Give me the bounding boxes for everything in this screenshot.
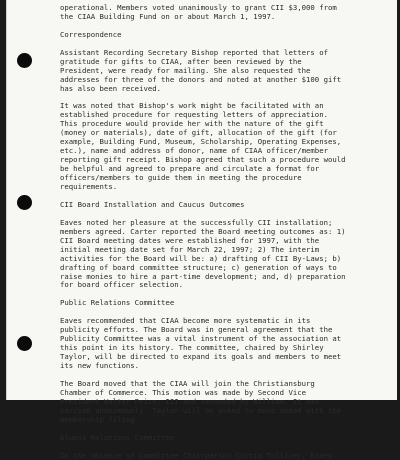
text-line: drafting of board committee structure; c) generation of ways to <box>60 264 390 273</box>
text-line: CII Board Installation and Caucus Outcomes <box>60 201 390 210</box>
paragraph <box>60 102 390 192</box>
section-heading <box>60 434 390 443</box>
text-line: activities for the Board will be: a) drafting of CII By-Laws; b) <box>60 255 390 264</box>
text-line: raise monies to hire a part-time development; and, d) preparation <box>60 273 390 282</box>
paragraph <box>60 380 390 425</box>
text-line: initial meeting date set for March 22, 1997; 2) The interim <box>60 246 390 255</box>
text-line: Eaves noted her pleasure at the successfully CII installation; <box>60 219 390 228</box>
text-line: has also been received. <box>60 85 390 94</box>
text-line: Chamber of Commerce. This motion was made by Second Vice <box>60 389 390 398</box>
paragraph <box>60 219 390 291</box>
text-line: Eaves recommended that CIAA become more systematic in its <box>60 317 390 326</box>
text-line: members agreed. Carter reported the Board meeting outcomes as: 1) <box>60 228 390 237</box>
paragraph <box>60 49 390 94</box>
text-line: It was noted that Bishop's work might be facilitated with an <box>60 102 390 111</box>
text-line: This procedure would provide her with the nature of the gift <box>60 120 390 129</box>
binder-hole <box>17 53 32 68</box>
paragraph <box>60 452 390 460</box>
text-line: etc.), name and address of donor, name of CIAA officer/member <box>60 147 390 156</box>
paragraph <box>60 4 390 22</box>
text-line: requirements. <box>60 183 390 192</box>
binder-hole <box>17 336 32 351</box>
text-line: established procedure for requesting letters of appreciation. <box>60 111 390 120</box>
text-line: the CIAA Building Fund on or about March 1, 1997. <box>60 13 390 22</box>
text-line: its new functions. <box>60 362 390 371</box>
text-line: operational. Members voted unanimously to grant CII $3,000 from <box>60 4 390 13</box>
text-line: this point in its history. The committee, chaired by Shirley <box>60 344 390 353</box>
text-line: example, Building Fund, Museum, Scholarship, Operating Expenses, <box>60 138 390 147</box>
text-line: Correspondence <box>60 31 390 40</box>
text-line: CII Board meeting dates were established for 1997, with the <box>60 237 390 246</box>
section-heading <box>60 299 390 308</box>
text-line: officers/members to guide them in meeting the procedure <box>60 174 390 183</box>
document-page <box>6 0 397 400</box>
text-line: President Walter Price, III and seconded by William. It was <box>60 398 390 407</box>
document-text <box>60 4 390 460</box>
text-line: Publicity Committee was a vital instrument of the association at <box>60 335 390 344</box>
section-heading <box>60 201 390 210</box>
text-line: gratitude for gifts to CIAA, after been reviewed by the <box>60 58 390 67</box>
section-heading <box>60 31 390 40</box>
text-line: Taylor, will be directed to expand its goals and members to meet <box>60 353 390 362</box>
text-line: (money or materials), date of gift, allocation of the gift (for <box>60 129 390 138</box>
text-line: publicity efforts. The Board was in general agreement that the <box>60 326 390 335</box>
paragraph <box>60 317 390 371</box>
text-line: Alumni Relations Committee <box>60 434 390 443</box>
text-line: The Board moved that the CIAA will join the Christiansburg <box>60 380 390 389</box>
text-line: membership filing. <box>60 416 390 425</box>
text-line: Public Relations Committee <box>60 299 390 308</box>
text-line: reporting gift receipt. Bishop agreed that such a procedure would <box>60 156 390 165</box>
text-line: for board officer selection. <box>60 281 390 290</box>
text-line: In the absence of Committee Chairperson Curtis Tolliver, Eaves <box>60 452 390 460</box>
text-line: be helpful and agreed to prepare and circulate a format for <box>60 165 390 174</box>
binder-hole <box>17 195 32 210</box>
text-line: addresses for three of the donors and noted at another $100 gift <box>60 76 390 85</box>
text-line: carried unanimously. Taylor will be asked to move ahead with the <box>60 407 390 416</box>
text-line: President, were ready for mailing. She also requested the <box>60 67 390 76</box>
text-line: Assistant Recording Secretary Bishop reported that letters of <box>60 49 390 58</box>
